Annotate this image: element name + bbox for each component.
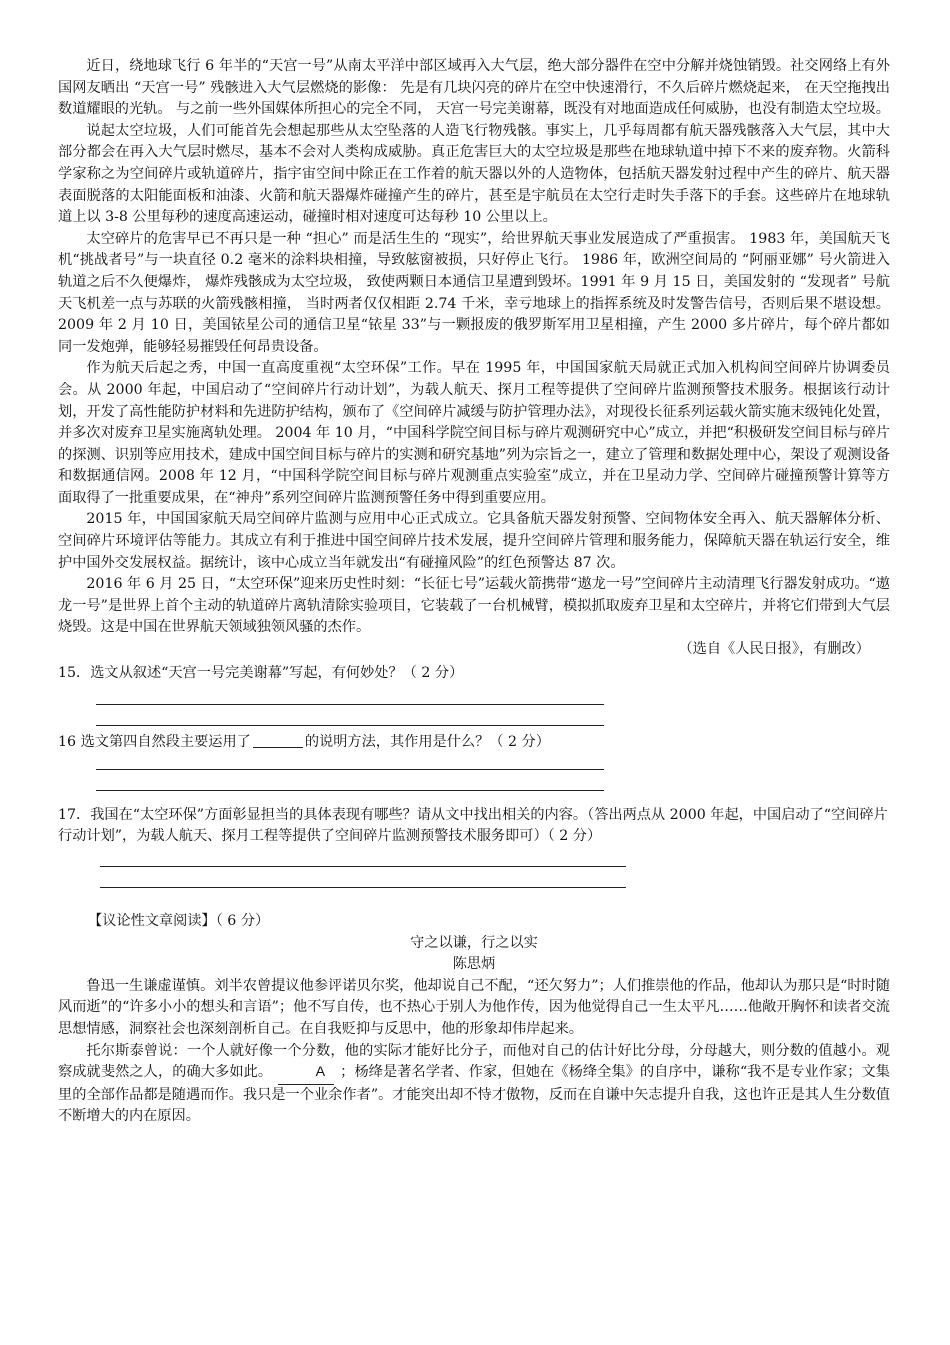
article1-paragraph-6: 2016 年 6 月 25 日，“太空环保”迎来历史性时刻：“长征七号”运载火箭携带“遨龙一号”空间碎片主动清理飞行器发射成功。“遨龙一号”是世界上首个主动的轨道碎片离轨清除实验项目，它装载了一台机械臂，模拟抓取废弃卫星和太空碎片，并将它们带到大气层烧毁。这是中国在世界航天领域独领风骚的杰作。: [58, 576, 890, 636]
article1-paragraph-2: 说起太空垃圾，人们可能首先会想起那些从太空坠落的人造飞行物残骸。事实上，几乎每周都有航天器残骸落入大气层，其中大部分都会在再入大气层时燃尽，基本不会对人类构成威胁。真正危害巨大的太空垃圾是那些在地球轨道中掉下不来的废弃物。火箭科学家称之为空间碎片或轨道碎片，指宇宙空间中除正在工作着的航天器以外的人造物体，包括航天器发射过程中产生的碎片、航天器表面脱落的太阳能面板和油漆、火箭和航天器爆炸碰撞产生的碎片，甚至是宇航员在太空行走时失手落下的手套。这些碎片在地球轨道上以 3-8 公里每秒的速度高速运动，碰撞时相对速度可达每秒 10 公里以上。: [58, 122, 890, 226]
answer-line-16b[interactable]: [96, 790, 604, 791]
question-15: 15．选文从叙述“天宫一号完美谢幕”写起，有何妙处？（ 2 分）: [58, 664, 464, 681]
article1-source: （选自《人民日报》，有删改）: [678, 641, 870, 658]
question-16-blank[interactable]: [253, 733, 303, 748]
answer-line-15b[interactable]: [96, 725, 604, 726]
article1-paragraph-1: 近日，绕地球飞行 6 年半的“天宫一号”从南太平洋中部区域再入大气层，绝大部分器件在空中分解并烧蚀销毁。社交网络上有外国网友晒出 “天宫一号” 残骸进入大气层燃烧的影像： 先是有几块闪亮的碎片在空中快速滑行，不久后碎片燃烧起来， 在天空拖拽出数道耀眼的光轨。 与之前一些外国媒体所担心的完全不同， 天宫一号完美谢幕，既没有对地面造成任何威胁，也没有制造太空垃圾。: [58, 58, 890, 118]
answer-line-17b[interactable]: [100, 887, 626, 888]
article2-title: 守之以谦，行之以实: [410, 934, 538, 951]
article1-paragraph-4: 作为航天后起之秀，中国一直高度重视“太空环保”工作。早在 1995 年，中国国家航天局就正式加入机构间空间碎片协调委员会。从 2000 年起，中国启动了“空间碎片行动计划”，为载人航天、探月工程等提供了空间碎片监测预警技术服务。根据该行动计划，开发了高性能防护材料和先进防护结构，颁布了《空间碎片减缓与防护管理办法》，对现役长征系列运载火箭实施末级钝化处置，并多次对废弃卫星实施离轨处理。 2004 年 10 月，“中国科学院空间目标与碎片观测研究中心”成立，并把“积极研发空间目标与碎片的探测、识别等应用技术，建成中国空间目标与碎片的实测和研究基地”列为宗旨之一，建立了管理和数据处理中心，架设了观测设备和数据通信网。2008 年 12 月，“中国科学院空间目标与碎片观测重点实验室”成立，并在卫星动力学、空间碎片碰撞预警计算等方面取得了一批重要成果，在“神舟”系列空间碎片监测预警任务中得到重要应用。: [58, 360, 890, 506]
exam-page: [58, 56, 890, 1128]
question-16-suffix: 的说明方法，其作用是什么？（ 2 分）: [304, 734, 550, 751]
article2-paragraph-2-part2: ；杨绛是著名学者、作家，但她在《杨绛全集》的自序中，谦称“我不是专业作家；文集里的全部作品都是随遇而作。我只是一个业余作者”。才能突出却不恃才傲物，反而在自谦中矢志提升自我，这也许正是其人生分数值不断增大的内在原因。: [58, 1064, 890, 1125]
question-16-prefix: 16 选文第四自然段主要运用了: [58, 734, 251, 751]
question-17: 17．我国在“太空环保”方面彰显担当的具体表现有哪些？请从文中找出相关的内容。（答出两点从 2000 年起，中国启动了“空间碎片行动计划”，为载人航天、探月工程等提供了空间碎片监测预警技术服务即可）（ 2 分）: [58, 806, 888, 845]
article1-paragraph-5: 2015 年，中国国家航天局空间碎片监测与应用中心正式成立。它具备航天器发射预警、空间物体安全再入、航天器解体分析、空间碎片环境评估等能力。其成立有利于推进中国空间碎片技术发展，提升空间碎片管理和服务能力，保障航天器在轨运行安全，维护中国外交发展权益。据统计，该中心成立当年就发出“有碰撞风险”的红色预警达 87 次。: [58, 511, 890, 571]
article2-paragraph-1: 鲁迅一生谦虚谨慎。刘半农曾提议他参评诺贝尔奖，他却说自己不配，“还欠努力”；人们推崇他的作品，他却认为那只是“时时随风而逝”的“许多小小的想头和言语”；他不写自传，也不热心于别人为他作传，因为他觉得自己一生太平凡……他敞开胸怀和读者交流思想情感，洞察社会也深刻剖析自己。在自我贬抑与反思中，他的形象却伟岸起来。: [58, 977, 890, 1037]
article1-paragraph-3: 太空碎片的危害早已不再只是一种 “担心” 而是活生生的 “现实”，给世界航天事业发展造成了严重损害。 1983 年，美国航天飞机“挑战者号”与一块直径 0.2 毫米的涂料块相撞，导致舷窗被损，只好停止飞行。 1986 年，欧洲空间局的 “阿丽亚娜” 号火箭进入轨道之后不久便爆炸， 爆炸残骸成为太空垃圾， 致使两颗日本通信卫星遭到毁坏。1991 年 9 月 15 日，美国发射的 “发现者” 号航天飞机差一点与苏联的火箭残骸相撞， 当时两者仅仅相距 2.74 千米，幸亏地球上的指挥系统及时发警告信号，否则后果不堪设想。 2009 年 2 月 10 日，美国铱星公司的通信卫星“铱星 33”与一颗报废的俄罗斯军用卫星相撞，产生 2000 多片碎片，每个碎片都如同一发炮弹，能够轻易摧毁任何昂贵设备。: [58, 230, 890, 355]
article2-paragraph-2-part1: 托尔斯泰曾说：一个人就好像一个分数，他的实际才能好比分子，而他对自己的估计好比分母，分母越大，则分数的值越小。观察成就斐然之人，的确大多如此。: [58, 1042, 890, 1081]
article2-author: 陈思炳: [452, 956, 496, 973]
question-16: [58, 732, 890, 754]
article2-paragraph-2: [58, 1041, 890, 1128]
blank-a[interactable]: A: [278, 1062, 334, 1085]
section-argumentative-heading: 【议论性文章阅读】（ 6 分）: [88, 913, 270, 929]
